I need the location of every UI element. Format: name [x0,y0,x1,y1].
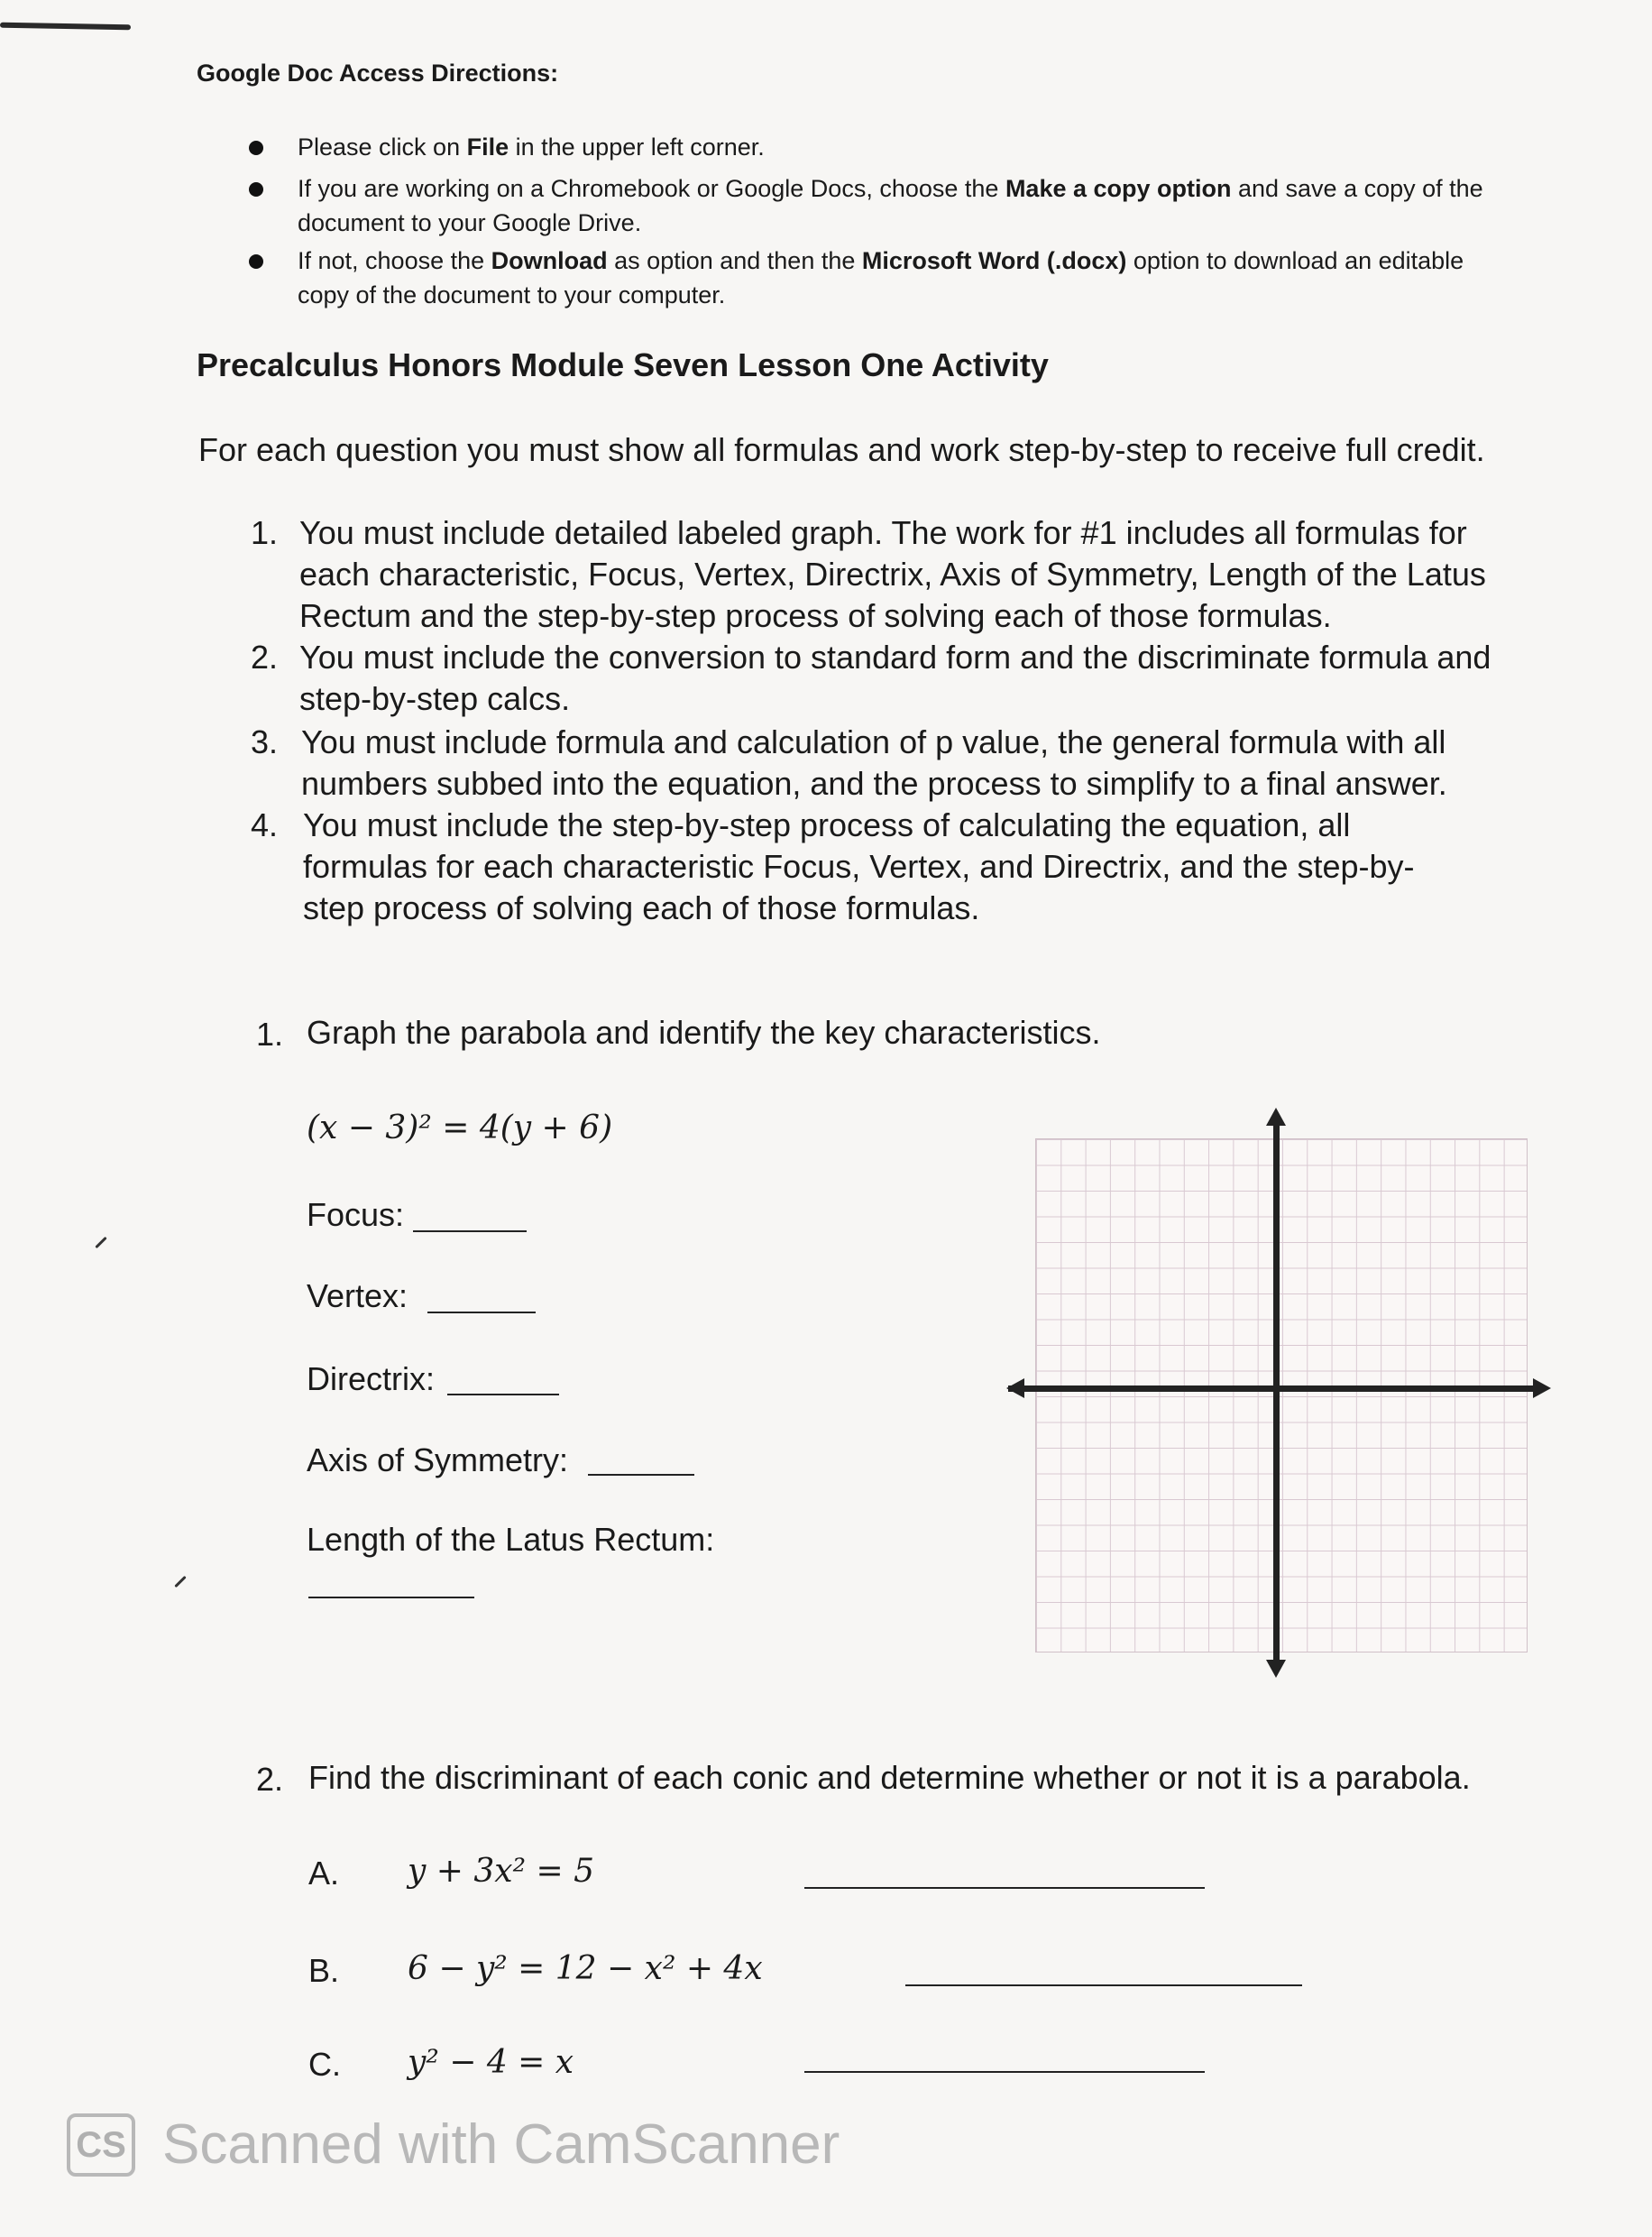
y-axis-up-arrow-icon [1266,1108,1286,1126]
latus-rectum-label: Length of the Latus Rectum: [307,1521,715,1558]
stray-mark [95,1237,106,1248]
part-a-equation: y + 3x² = 5 [408,1853,594,1890]
x-axis-left-arrow-icon [1006,1378,1024,1398]
question-number: 2. [256,1761,284,1798]
rule-number: 4. [251,806,279,843]
vertex-label: Vertex: [307,1277,408,1314]
camscanner-logo: CS [67,2113,135,2177]
direction-bullet-1: Please click on File in the upper left corner. [298,133,765,161]
q1-equation: (x − 3)² = 4(y + 6) [307,1109,613,1146]
directrix-label: Directrix: [307,1360,435,1397]
part-letter: B. [308,1952,340,1989]
camscanner-watermark-text: Scanned with CamScanner [162,2113,840,2176]
part-letter: C. [308,2046,341,2083]
rule-number: 2. [251,639,279,676]
direction-bullet-2: If you are working on a Chromebook or Google Docs, choose the Make a copy option and save a copy of the document to your Google Drive. [298,175,1483,236]
part-letter: A. [308,1855,340,1892]
rule-number: 1. [251,514,279,551]
rule-text: You must include the step-by-step process of calculating the equation, all formulas for each characteristic Focus, Vertex, and Directrix, and the step-by-step process of solving each of those formulas. [303,806,1415,926]
question-text: Graph the parabola and identify the key characteristics. [307,1014,1101,1051]
directions-heading: Google Doc Access Directions: [197,60,559,87]
rule-text: You must include the conversion to standard form and the discriminate formula and step-by-step calcs. [299,639,1491,717]
scan-edge-mark [0,23,131,31]
latus-rectum-answer-blank[interactable] [308,1597,474,1598]
bullet-dot [249,254,263,269]
directrix-answer-blank[interactable] [447,1394,559,1395]
question-text: Find the discriminant of each conic and determine whether or not it is a parabola. [308,1759,1471,1796]
part-b-equation: 6 − y² = 12 − x² + 4x [408,1950,763,1987]
bullet-dot [249,182,263,197]
graph-paper [1035,1138,1528,1652]
activity-title: Precalculus Honors Module Seven Lesson One Activity [197,346,1049,383]
vertex-answer-blank[interactable] [427,1312,536,1313]
axis-of-symmetry-label: Axis of Symmetry: [307,1441,569,1478]
part-c-answer-blank[interactable] [804,2071,1205,2073]
y-axis [1273,1118,1280,1665]
part-b-answer-blank[interactable] [905,1984,1302,1986]
question-number: 1. [256,1016,284,1053]
coordinate-grid[interactable] [1035,1138,1528,1652]
rule-text: You must include detailed labeled graph. The work for #1 includes all formulas for each characteristic, Focus, Vertex, Directrix, Axis of Symmetry, Length of the Latus Rectum and the step-by-step process of solving each of those formulas. [299,514,1486,634]
part-c-equation: y² − 4 = x [408,2044,574,2081]
focus-label: Focus: [307,1196,405,1233]
rule-number: 3. [251,723,279,760]
stray-mark [174,1576,186,1588]
axis-of-symmetry-answer-blank[interactable] [588,1474,694,1476]
x-axis-right-arrow-icon [1533,1378,1551,1398]
direction-bullet-3: If not, choose the Download as option and then the Microsoft Word (.docx) option to download an editable copy of the document to your computer. [298,247,1464,308]
bullet-dot [249,141,263,155]
y-axis-down-arrow-icon [1266,1660,1286,1678]
part-a-answer-blank[interactable] [804,1887,1205,1889]
intro-text: For each question you must show all formulas and work step-by-step to receive full credit. [198,431,1485,468]
rule-text: You must include formula and calculation of p value, the general formula with all numbers subbed into the equation, and the process to simplify to a final answer. [301,723,1447,802]
focus-answer-blank[interactable] [413,1230,527,1232]
